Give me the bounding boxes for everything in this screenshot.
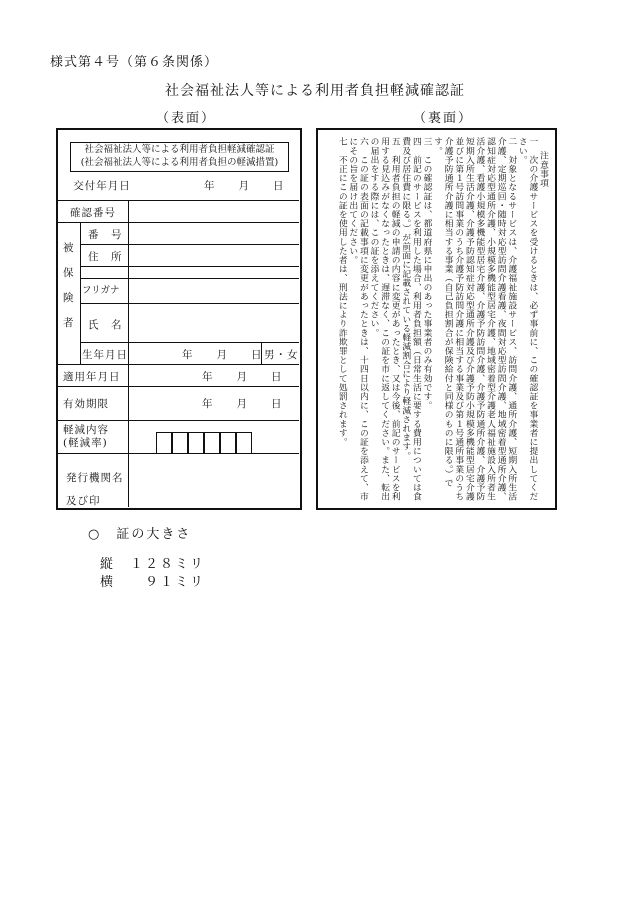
note-item: 一 次の介護サービスを受けるときは、必ず事前に、この確認証を事業者に提出してください。 xyxy=(516,137,538,501)
divider xyxy=(58,364,299,365)
size-height: 縦 １２８ミリ xyxy=(100,557,206,572)
divider xyxy=(58,200,299,201)
issuer-label: 発行機関名 xyxy=(66,472,124,484)
seal-box xyxy=(236,432,252,454)
insured-label-1: 被 xyxy=(63,242,75,254)
issue-date-label: 交付年月日 xyxy=(73,180,131,192)
sex-value: 男・女 xyxy=(264,349,299,361)
valid-value: 年 月 日 xyxy=(202,398,283,410)
seal-box xyxy=(220,432,236,454)
size-width: 横 ９１ミリ xyxy=(100,575,206,590)
name-label: 氏 名 xyxy=(88,319,123,331)
back-side-label: （裏面） xyxy=(413,111,474,126)
insured-label-2: 保 xyxy=(63,267,75,279)
insured-label-4: 者 xyxy=(63,317,75,329)
card-header-subtitle: (社会福祉法人等による利用者負担の軽減措置) xyxy=(80,157,279,168)
apply-date-label: 適用年月日 xyxy=(63,371,121,383)
furigana-label: フリガナ xyxy=(82,285,120,296)
divider xyxy=(128,200,129,507)
size-label: ○ 証の大きさ xyxy=(88,527,192,542)
seal-box xyxy=(204,432,220,454)
divider xyxy=(80,266,299,267)
birthdate-value: 年 月 日 xyxy=(182,349,263,361)
form-number: 様式第４号（第６条関係） xyxy=(50,55,219,70)
issue-date-value: 年 月 日 xyxy=(204,180,285,192)
valid-label: 有効期限 xyxy=(63,398,109,410)
note-item: 五 利用者負担の軽減の申請の内容に変更があったとき、又は今後、前記のサービスを利用する見込みがなくなったときは、遅滞なく、この証を市に返してください。また、転出の届出をする際には、この証を添えてください。 xyxy=(368,137,400,501)
apply-date-value: 年 月 日 xyxy=(202,371,283,383)
divider xyxy=(58,222,299,223)
seal-box xyxy=(156,432,172,454)
reduction-rate-label: (軽減率) xyxy=(63,437,108,449)
front-side-label: （表面） xyxy=(156,111,217,126)
seal-box xyxy=(188,432,204,454)
note-item: 三 この確認証は、都道府県に申出のあった事業者のみ有効です。 xyxy=(421,137,432,410)
reduction-label: 軽減内容 xyxy=(63,424,109,436)
divider xyxy=(80,244,299,245)
divider xyxy=(58,420,299,421)
divider xyxy=(80,342,299,343)
divider xyxy=(58,386,299,387)
seal-box xyxy=(172,432,188,454)
card-header xyxy=(70,142,289,172)
note-item: 二 対象となるサービスは、介護福祉施設サービス、訪問介護、通所介護、短期入所生活介護、定期巡回・随時対応型訪問介護看護、夜間対応型訪問介護、地域密着型通所介護、認知症対応型通所介護、小規模多機能型居宅介護、地域密着型介護老人福祉施設入所者生活介護、看護小規模多機能型居宅介護、介護予防訪問介護、介護予防通所介護、介護予防短期入所生活介護、介護予防認知症対応型通所介護及び介護予防小規模多機能型居宅介護並びに第１号訪問事業のうち介護予防訪問介護に相当する事業及び第１号通所事業のうち介護予防通所介護に相当する事業（自己負担割合が保険給付と同様のものに限る。）です。 xyxy=(432,137,517,501)
card-header-title: 社会福祉法人等による利用者負担軽減確認証 xyxy=(84,144,275,155)
confirm-no-label: 確認番号 xyxy=(70,207,116,219)
number-label: 番 号 xyxy=(88,229,123,241)
front-card xyxy=(56,128,302,510)
seal-label: 及び印 xyxy=(66,495,101,507)
note-item: 七 不正にこの証を使用した者は、刑法により詐欺罪として処罰されます。 xyxy=(336,137,347,447)
insured-label-3: 険 xyxy=(63,292,75,304)
back-card xyxy=(316,128,557,510)
page-title: 社会福祉法人等による利用者負担軽減確認証 xyxy=(165,83,465,99)
divider xyxy=(80,303,299,304)
birthdate-label: 生年月日 xyxy=(82,349,128,361)
notes-text xyxy=(326,137,548,501)
divider xyxy=(80,278,299,279)
note-item: 六 この証の表面の記載事項に変更があったときは、十四日以内に、この証を添えて、市にその旨を届け出てください。 xyxy=(347,137,368,501)
note-item: 四 前記のサービスを利用した場合、利用者負担額（日常生活に要する費用については食費及び居住費に限る。）が前面に記載されている軽減割合により軽減されます。 xyxy=(400,137,421,501)
address-label: 住 所 xyxy=(88,251,123,263)
notes-heading: 注意事項 xyxy=(538,151,548,188)
